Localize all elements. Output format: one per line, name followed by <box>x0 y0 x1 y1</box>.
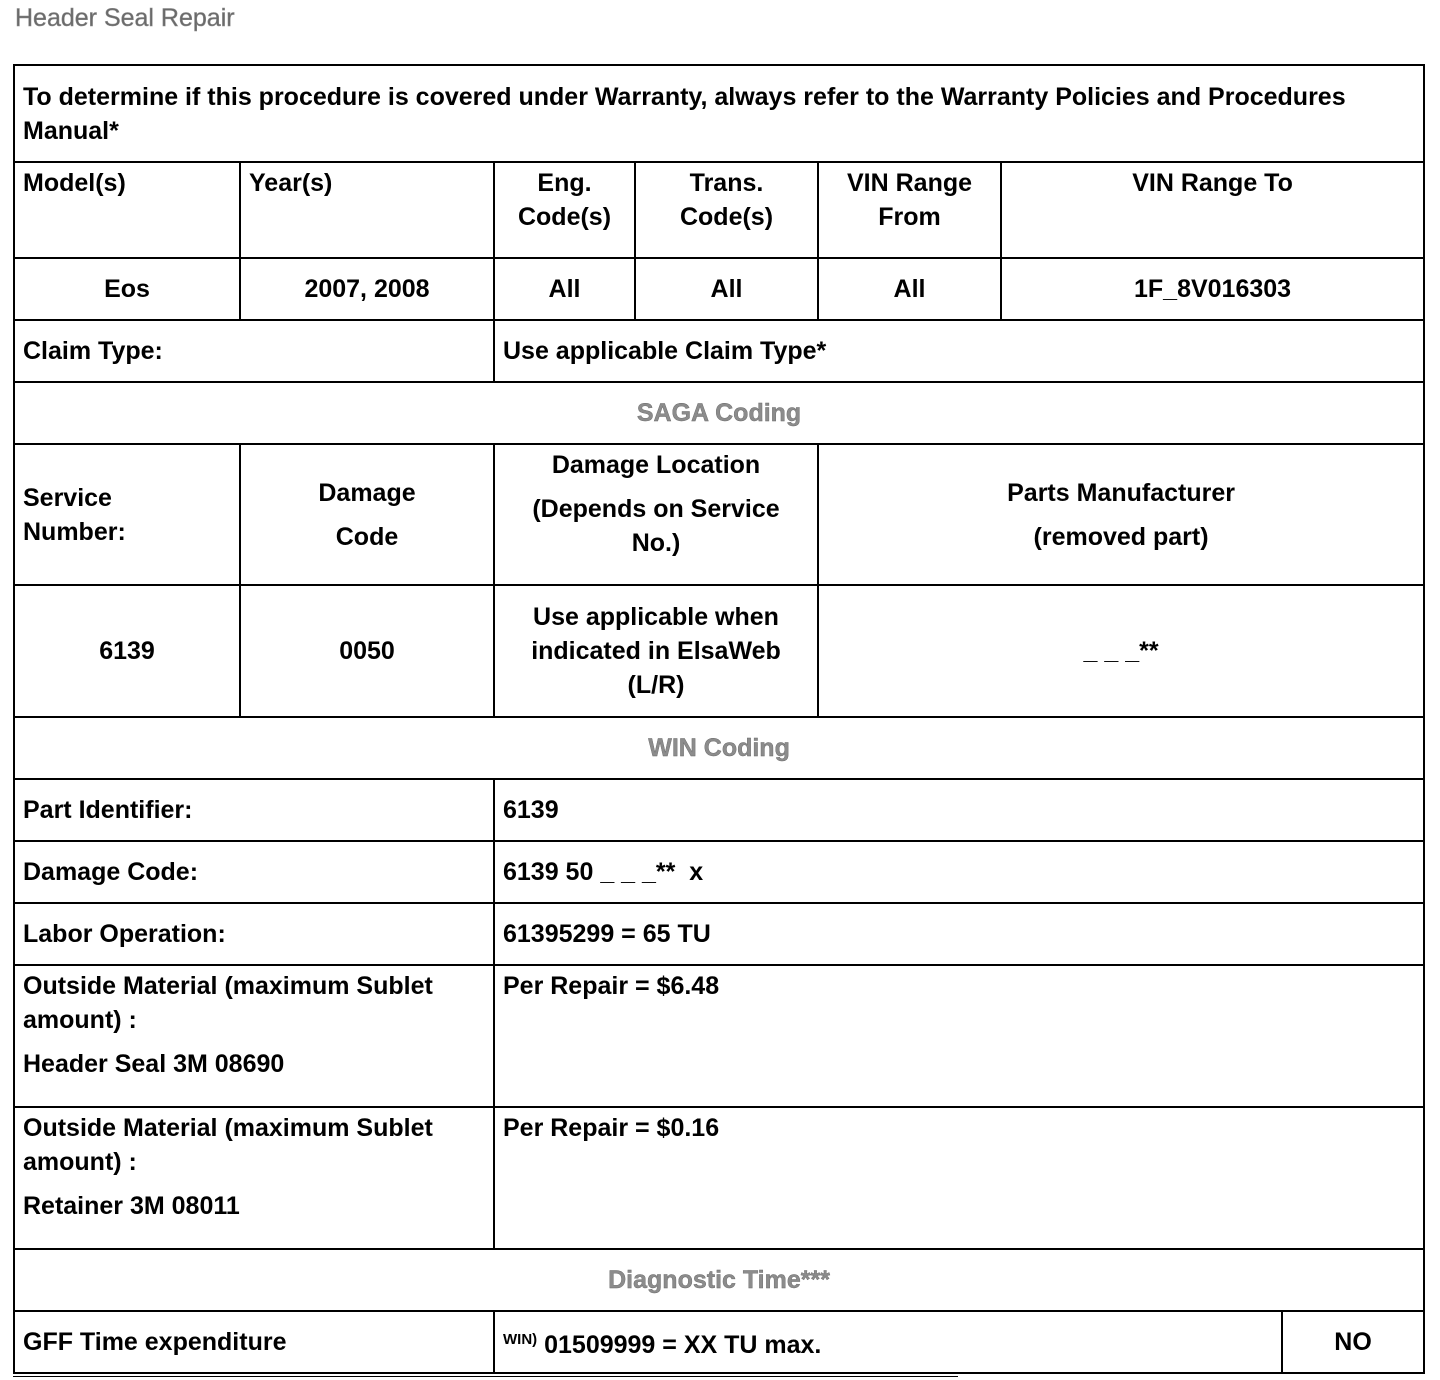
win-superscript: WIN) <box>503 1330 538 1348</box>
vin-to-value: 1F_8V016303 <box>1001 258 1424 320</box>
win-row <box>14 841 1424 903</box>
damage-location-header-line2: (Depends on Service <box>532 495 780 523</box>
damage-location-header-line1: Damage Location <box>551 451 761 479</box>
win-row <box>14 903 1424 965</box>
win-heading-row <box>14 717 1424 779</box>
diagnostic-time-heading: Diagnostic Time*** <box>14 1249 1424 1311</box>
eng-code-header-line1: Eng. <box>537 169 592 197</box>
outside-material-label-line1: Outside Material (maximum Sublet <box>23 1114 433 1142</box>
damage-location-value <box>494 585 818 717</box>
models-header: Model(s) <box>14 162 240 258</box>
damage-code-label: Damage Code: <box>14 841 494 903</box>
claim-type-row <box>14 320 1424 382</box>
parts-manufacturer-header <box>818 444 1424 585</box>
claim-type-label: Claim Type: <box>14 320 494 382</box>
page-bottom-rule <box>13 1376 958 1377</box>
gff-time-row <box>14 1311 1424 1373</box>
outside-material-item: Retainer 3M 08011 <box>23 1192 240 1220</box>
vehicle-header-row <box>14 162 1424 258</box>
win-row <box>14 779 1424 841</box>
outside-material-item: Header Seal 3M 08690 <box>23 1050 285 1078</box>
vin-from-header-line2: From <box>878 203 941 231</box>
trans-code-value: All <box>635 258 818 320</box>
trans-code-header-line1: Trans. <box>689 169 764 197</box>
saga-coding-heading: SAGA Coding <box>14 382 1424 444</box>
vin-from-header <box>818 162 1001 258</box>
eng-code-header <box>494 162 635 258</box>
eng-code-value: All <box>494 258 635 320</box>
claim-type-value: Use applicable Claim Type* <box>494 320 1424 382</box>
win-coding-heading: WIN Coding <box>14 717 1424 779</box>
page-title: Header Seal Repair <box>15 4 235 32</box>
outside-material-label-line2: amount) : <box>23 1006 137 1034</box>
models-value: Eos <box>14 258 240 320</box>
trans-code-header <box>635 162 818 258</box>
outside-material-label <box>14 965 494 1107</box>
damage-location-value-line2: indicated in ElsaWeb <box>531 637 781 665</box>
part-identifier-value: 6139 <box>494 779 1424 841</box>
service-number-header-line2: Number: <box>23 517 126 546</box>
labor-operation-label: Labor Operation: <box>14 903 494 965</box>
gff-time-label: GFF Time expenditure <box>14 1311 494 1373</box>
diagnostic-heading-row <box>14 1249 1424 1311</box>
damage-location-value-line1: Use applicable when <box>533 603 779 631</box>
vehicle-value-row <box>14 258 1424 320</box>
saga-header-row <box>14 444 1424 585</box>
saga-value-row <box>14 585 1424 717</box>
part-identifier-label: Part Identifier: <box>14 779 494 841</box>
vin-from-header-line1: VIN Range <box>846 169 973 197</box>
gff-time-value: 01509999 = XX TU max. <box>544 1330 822 1359</box>
damage-location-header-line3: No.) <box>631 529 681 557</box>
parts-manufacturer-header-line2: (removed part) <box>1033 522 1209 551</box>
outside-material-label <box>14 1107 494 1249</box>
gff-time-value-cell <box>494 1311 1282 1373</box>
damage-code-header-line2: Code <box>335 522 399 551</box>
warranty-table <box>13 64 1425 1374</box>
warranty-note-row <box>14 65 1424 162</box>
trans-code-header-line2: Code(s) <box>679 203 774 231</box>
eng-code-header-line2: Code(s) <box>517 203 612 231</box>
gff-time-flag: NO <box>1282 1311 1424 1373</box>
service-number-value: 6139 <box>14 585 240 717</box>
parts-manufacturer-header-line1: Parts Manufacturer <box>1007 478 1235 507</box>
outside-material-value: Per Repair = $6.48 <box>494 965 1424 1107</box>
outside-material-label-line2: amount) : <box>23 1148 137 1176</box>
service-number-header <box>14 444 240 585</box>
damage-code-win-value: 6139 50 _ _ _** x <box>494 841 1424 903</box>
warranty-note: To determine if this procedure is covered under Warranty, always refer to the Warranty Policies and Procedures Manual* <box>14 65 1424 162</box>
service-number-header-line1: Service <box>23 483 112 512</box>
damage-code-header <box>240 444 494 585</box>
years-header: Year(s) <box>240 162 494 258</box>
outside-material-value: Per Repair = $0.16 <box>494 1107 1424 1249</box>
outside-material-label-line1: Outside Material (maximum Sublet <box>23 972 433 1000</box>
vin-to-header: VIN Range To <box>1001 162 1424 258</box>
damage-location-value-line3: (L/R) <box>627 671 685 699</box>
years-value: 2007, 2008 <box>240 258 494 320</box>
vin-from-value: All <box>818 258 1001 320</box>
labor-operation-value: 61395299 = 65 TU <box>494 903 1424 965</box>
damage-location-header <box>494 444 818 585</box>
damage-code-value: 0050 <box>240 585 494 717</box>
saga-heading-row <box>14 382 1424 444</box>
parts-manufacturer-value: _ _ _** <box>818 585 1424 717</box>
outside-material-row <box>14 1107 1424 1249</box>
outside-material-row <box>14 965 1424 1107</box>
damage-code-header-line1: Damage <box>318 478 416 507</box>
